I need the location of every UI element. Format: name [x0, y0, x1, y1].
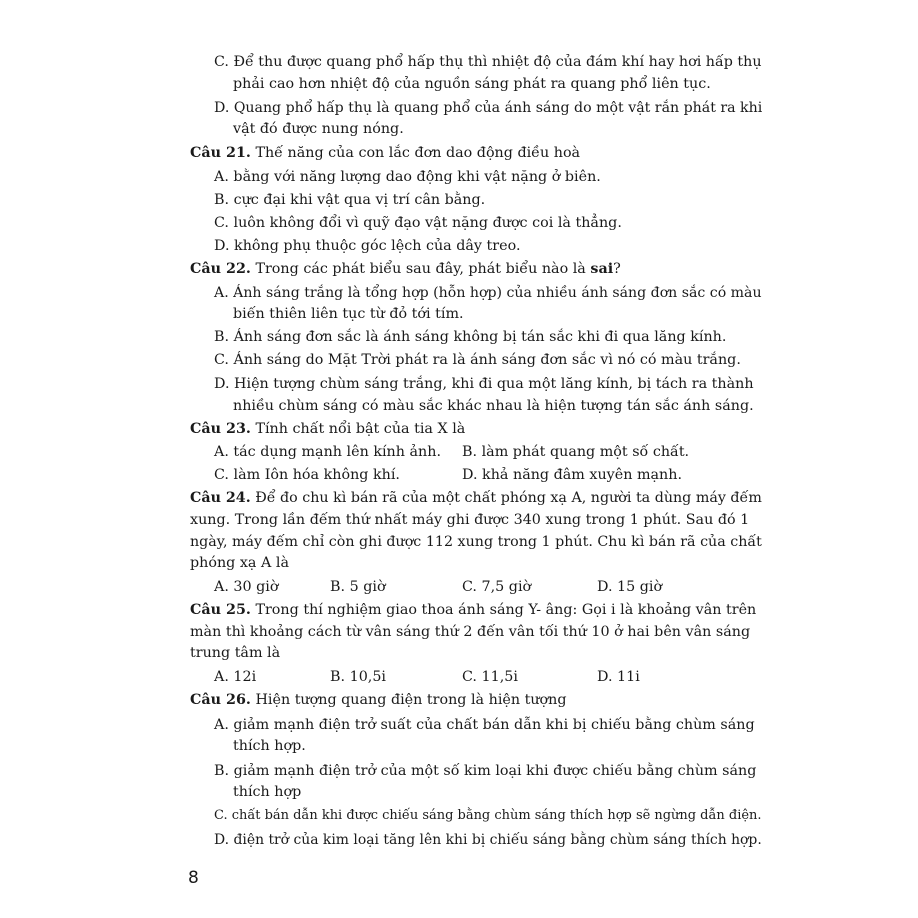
question-number: Câu 22. — [190, 261, 251, 277]
q22-option-d-line-1: D. Hiện tượng chùm sáng trắng, khi đi qua một lăng kính, bị tách ra thành — [214, 376, 754, 392]
question-number: Câu 26. — [190, 692, 251, 708]
q26-option-a-line-1: A. giảm mạnh điện trở suất của chất bán dẫn khi bị chiếu bằng chùm sáng — [214, 717, 755, 733]
q21-option-b: B. cực đại khi vật qua vị trí cân bằng. — [214, 192, 486, 208]
q24-option-c: C. 7,5 giờ — [462, 579, 532, 595]
q25-option-d: D. 11i — [597, 669, 640, 685]
q22-option-c: C. Ánh sáng do Mặt Trời phát ra là ánh sáng đơn sắc vì nó có màu trắng. — [214, 352, 741, 368]
question-stem: Hiện tượng quang điện trong là hiện tượng — [255, 692, 567, 708]
question-stem-end: ? — [613, 261, 621, 277]
q24-stem-line-4: phóng xạ A là — [190, 555, 289, 571]
q24-option-d: D. 15 giờ — [597, 579, 663, 595]
question-24 — [190, 488, 762, 508]
question-stem: Trong thí nghiệm giao thoa ánh sáng Y- âng: Gọi i là khoảng vân trên — [255, 602, 757, 618]
q26-option-b-line-2: thích hợp — [233, 784, 302, 800]
q23-option-c: C. làm Iôn hóa không khí. — [214, 467, 400, 483]
question-22 — [190, 259, 621, 279]
q21-option-d: D. không phụ thuộc góc lệch của dây treo. — [214, 238, 521, 254]
q22-option-b: B. Ánh sáng đơn sắc là ánh sáng không bị tán sắc khi đi qua lăng kính. — [214, 329, 727, 345]
question-number: Câu 21. — [190, 145, 251, 161]
option-c-line-1: C. Để thu được quang phổ hấp thụ thì nhiệt độ của đám khí hay hơi hấp thụ — [214, 54, 762, 70]
q26-option-c: C. chất bán dẫn khi được chiếu sáng bằng chùm sáng thích hợp sẽ ngừng dẫn điện. — [214, 808, 762, 823]
q24-option-b: B. 5 giờ — [330, 579, 386, 595]
q23-option-a: A. tác dụng mạnh lên kính ảnh. — [214, 444, 442, 460]
question-number: Câu 24. — [190, 490, 251, 506]
option-c-line-2: phải cao hơn nhiệt độ của nguồn sáng phát ra quang phổ liên tục. — [233, 76, 711, 92]
q25-option-b: B. 10,5i — [330, 669, 387, 685]
question-number: Câu 25. — [190, 602, 251, 618]
question-stem: Trong các phát biểu sau đây, phát biểu nào là — [255, 261, 586, 277]
question-stem: Tính chất nổi bật của tia X là — [255, 421, 466, 437]
q26-option-d: D. điện trở của kim loại tăng lên khi bị chiếu sáng bằng chùm sáng thích hợp. — [214, 832, 762, 848]
q23-option-b: B. làm phát quang một số chất. — [462, 444, 690, 460]
q25-option-a: A. 12i — [214, 669, 257, 685]
question-21 — [190, 143, 580, 163]
q25-option-c: C. 11,5i — [462, 669, 518, 685]
q26-option-a-line-2: thích hợp. — [233, 738, 306, 754]
q24-option-a: A. 30 giờ — [214, 579, 279, 595]
q22-option-d-line-2: nhiều chùm sáng có màu sắc khác nhau là hiện tượng tán sắc ánh sáng. — [233, 398, 754, 414]
question-stem-emphasis: sai — [590, 261, 614, 277]
question-stem: Thế năng của con lắc đơn dao động điều hoà — [255, 145, 581, 161]
question-stem: Để đo chu kì bán rã của một chất phóng xạ A, người ta dùng máy đếm — [255, 490, 762, 506]
q25-stem-line-3: trung tâm là — [190, 645, 281, 661]
q23-option-d: D. khả năng đâm xuyên mạnh. — [462, 467, 682, 483]
q22-option-a-line-2: biến thiên liên tục từ đỏ tới tím. — [233, 306, 464, 322]
page-number: 8 — [188, 868, 199, 888]
question-25 — [190, 600, 756, 620]
q26-option-b-line-1: B. giảm mạnh điện trở của một số kim loại khi được chiếu bằng chùm sáng — [214, 763, 757, 779]
option-d-line-1: D. Quang phổ hấp thụ là quang phổ của ánh sáng do một vật rắn phát ra khi — [214, 100, 763, 116]
option-d-line-2: vật đó được nung nóng. — [233, 121, 404, 137]
q21-option-c: C. luôn không đổi vì quỹ đạo vật nặng được coi là thẳng. — [214, 215, 622, 231]
q24-stem-line-2: xung. Trong lần đếm thứ nhất máy ghi được 340 xung trong 1 phút. Sau đó 1 — [190, 512, 750, 528]
question-23 — [190, 419, 465, 439]
q24-stem-line-3: ngày, máy đếm chỉ còn ghi được 112 xung trong 1 phút. Chu kì bán rã của chất — [190, 534, 762, 550]
question-number: Câu 23. — [190, 421, 251, 437]
q21-option-a: A. bằng với năng lượng dao động khi vật nặng ở biên. — [214, 169, 601, 185]
question-26 — [190, 690, 567, 710]
q22-option-a-line-1: A. Ánh sáng trắng là tổng hợp (hỗn hợp) của nhiều ánh sáng đơn sắc có màu — [214, 285, 762, 301]
q25-stem-line-2: màn thì khoảng cách từ vân sáng thứ 2 đến vân tối thứ 10 ở hai bên vân sáng — [190, 624, 751, 640]
